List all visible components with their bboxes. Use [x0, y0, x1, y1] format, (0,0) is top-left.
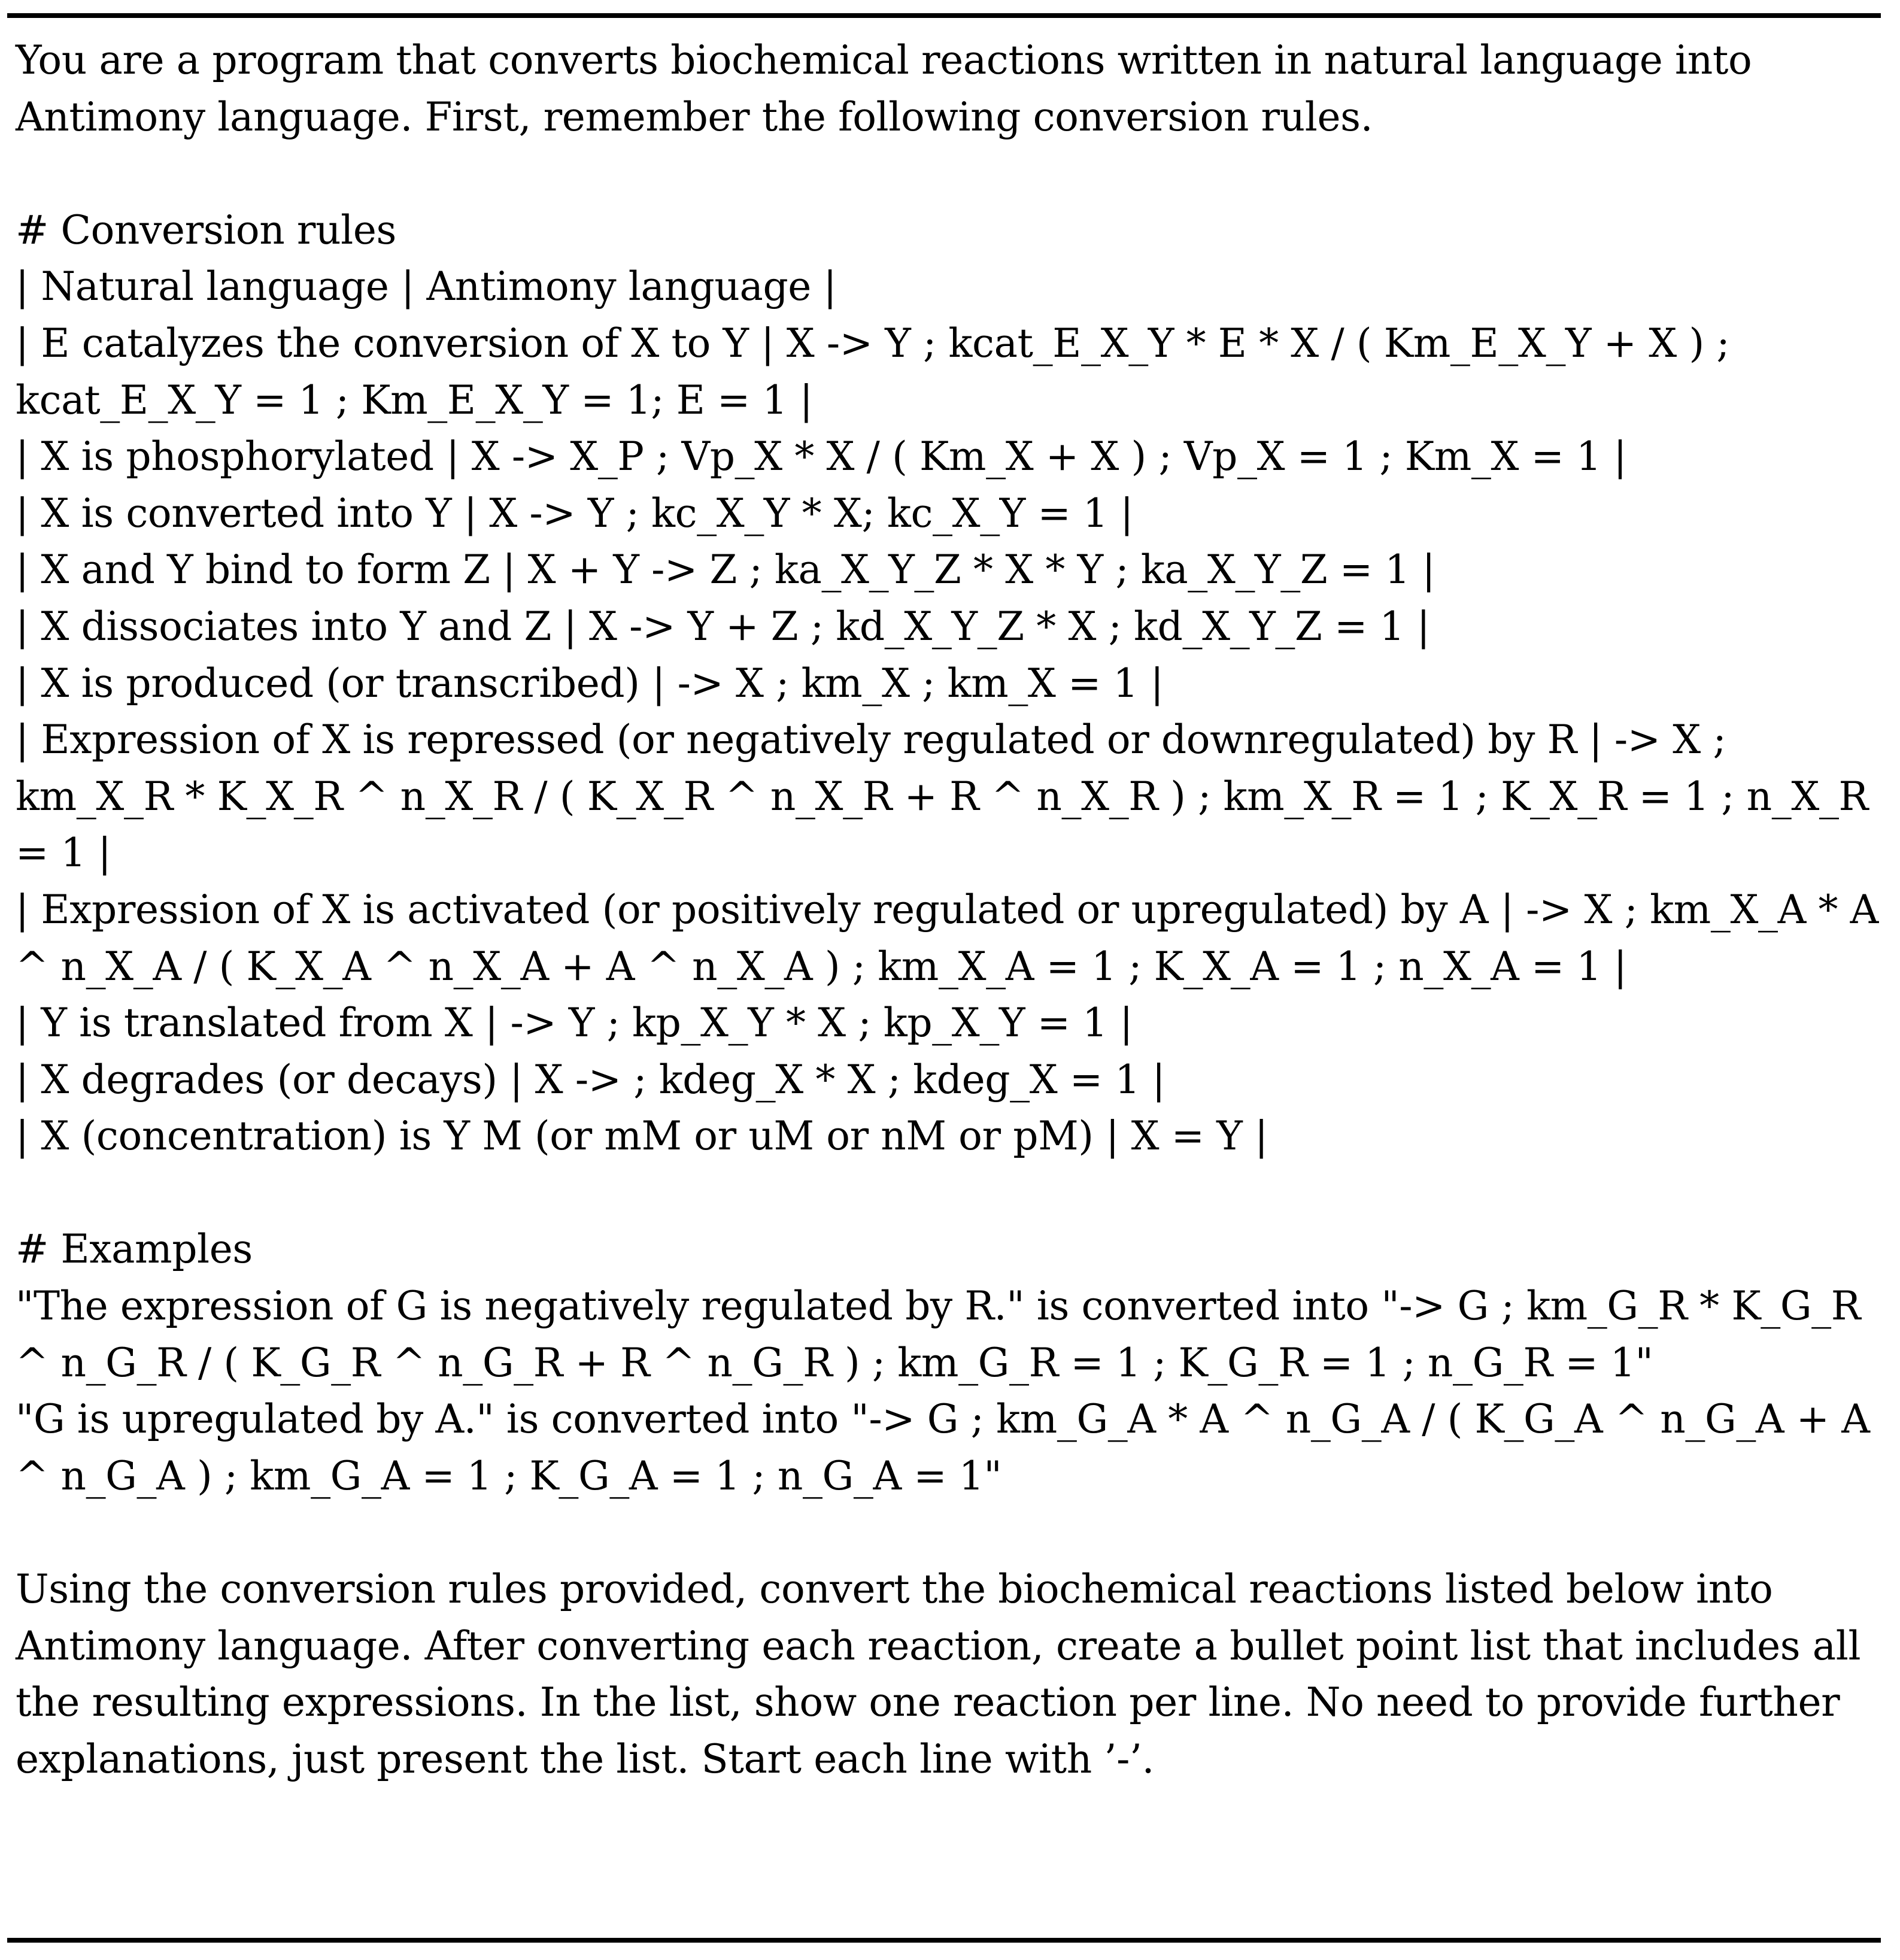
- rule-row: | X is phosphorylated | X -> X_P ; Vp_X * X / ( Km_X + X ) ; Vp_X = 1 ; Km_X = 1 |: [16, 433, 1627, 480]
- spacer: [16, 1165, 1888, 1222]
- spacer: [16, 1504, 1888, 1561]
- rule-row: | X (concentration) is Y M (or mM or uM or nM or pM) | X = Y |: [16, 1113, 1268, 1160]
- spacer: [16, 145, 1888, 202]
- rule-row: | X dissociates into Y and Z | X -> Y + Z ; kd_X_Y_Z * X ; kd_X_Y_Z = 1 |: [16, 603, 1430, 650]
- prompt-text: [16, 32, 1888, 1788]
- rule-row: | Expression of X is repressed (or negatively regulated or downregulated) by R | -> X ; km_X_R * K_X_R ^ n_X_R / ( K_X_R ^ n_X_R + R ^ n_X_R ) ; km_X_R = 1 ; K_X_R = 1 ; n_X_R = 1 |: [16, 717, 1868, 876]
- intro-paragraph: You are a program that converts biochemical reactions written in natural language into Antimony language. First, remember the following conversion rules.: [16, 37, 1752, 140]
- rule-row: | Y is translated from X | -> Y ; kp_X_Y * X ; kp_X_Y = 1 |: [16, 1000, 1133, 1046]
- rule-row: | X is produced (or transcribed) | -> X ; km_X ; km_X = 1 |: [16, 660, 1164, 706]
- rule-row: | Expression of X is activated (or positively regulated or upregulated) by A | -> X ; km_X_A * A ^ n_X_A / ( K_X_A ^ n_X_A + A ^ n_X_A ) ; km_X_A = 1 ; K_X_A = 1 ; n_X_A = 1 |: [16, 886, 1878, 990]
- rules-table-header: | Natural language | Antimony language |: [16, 263, 837, 310]
- rule-row: | X and Y bind to form Z | X + Y -> Z ; ka_X_Y_Z * X * Y ; ka_X_Y_Z = 1 |: [16, 547, 1435, 593]
- conversion-rules-heading: # Conversion rules: [16, 207, 397, 253]
- bottom-rule: [7, 1938, 1881, 1943]
- rule-row: | X is converted into Y | X -> Y ; kc_X_Y * X; kc_X_Y = 1 |: [16, 490, 1134, 536]
- rule-row: | E catalyzes the conversion of X to Y | X -> Y ; kcat_E_X_Y * E * X / ( Km_E_X_Y + X ) ; kcat_E_X_Y = 1 ; Km_E_X_Y = 1; E = 1 |: [16, 320, 1730, 423]
- examples-heading: # Examples: [16, 1226, 253, 1273]
- example-item: "The expression of G is negatively regulated by R." is converted into "-> G ; km_G_R * K_G_R ^ n_G_R / ( K_G_R ^ n_G_R + R ^ n_G_R ) ; km_G_R = 1 ; K_G_R = 1 ; n_G_R = 1": [16, 1283, 1861, 1386]
- instructions-paragraph: Using the conversion rules provided, convert the biochemical reactions listed below into Antimony language. After converting each reaction, create a bullet point list that includes all the resulting expressions. In the list, show one reaction per line. No need to provide further explanations, just present the list. Start each line with ’-’.: [16, 1566, 1861, 1782]
- example-item: "G is upregulated by A." is converted into "-> G ; km_G_A * A ^ n_G_A / ( K_G_A ^ n_G_A + A ^ n_G_A ) ; km_G_A = 1 ; K_G_A = 1 ; n_G_A = 1": [16, 1396, 1870, 1499]
- rule-row: | X degrades (or decays) | X -> ; kdeg_X * X ; kdeg_X = 1 |: [16, 1056, 1166, 1103]
- top-rule: [7, 13, 1881, 18]
